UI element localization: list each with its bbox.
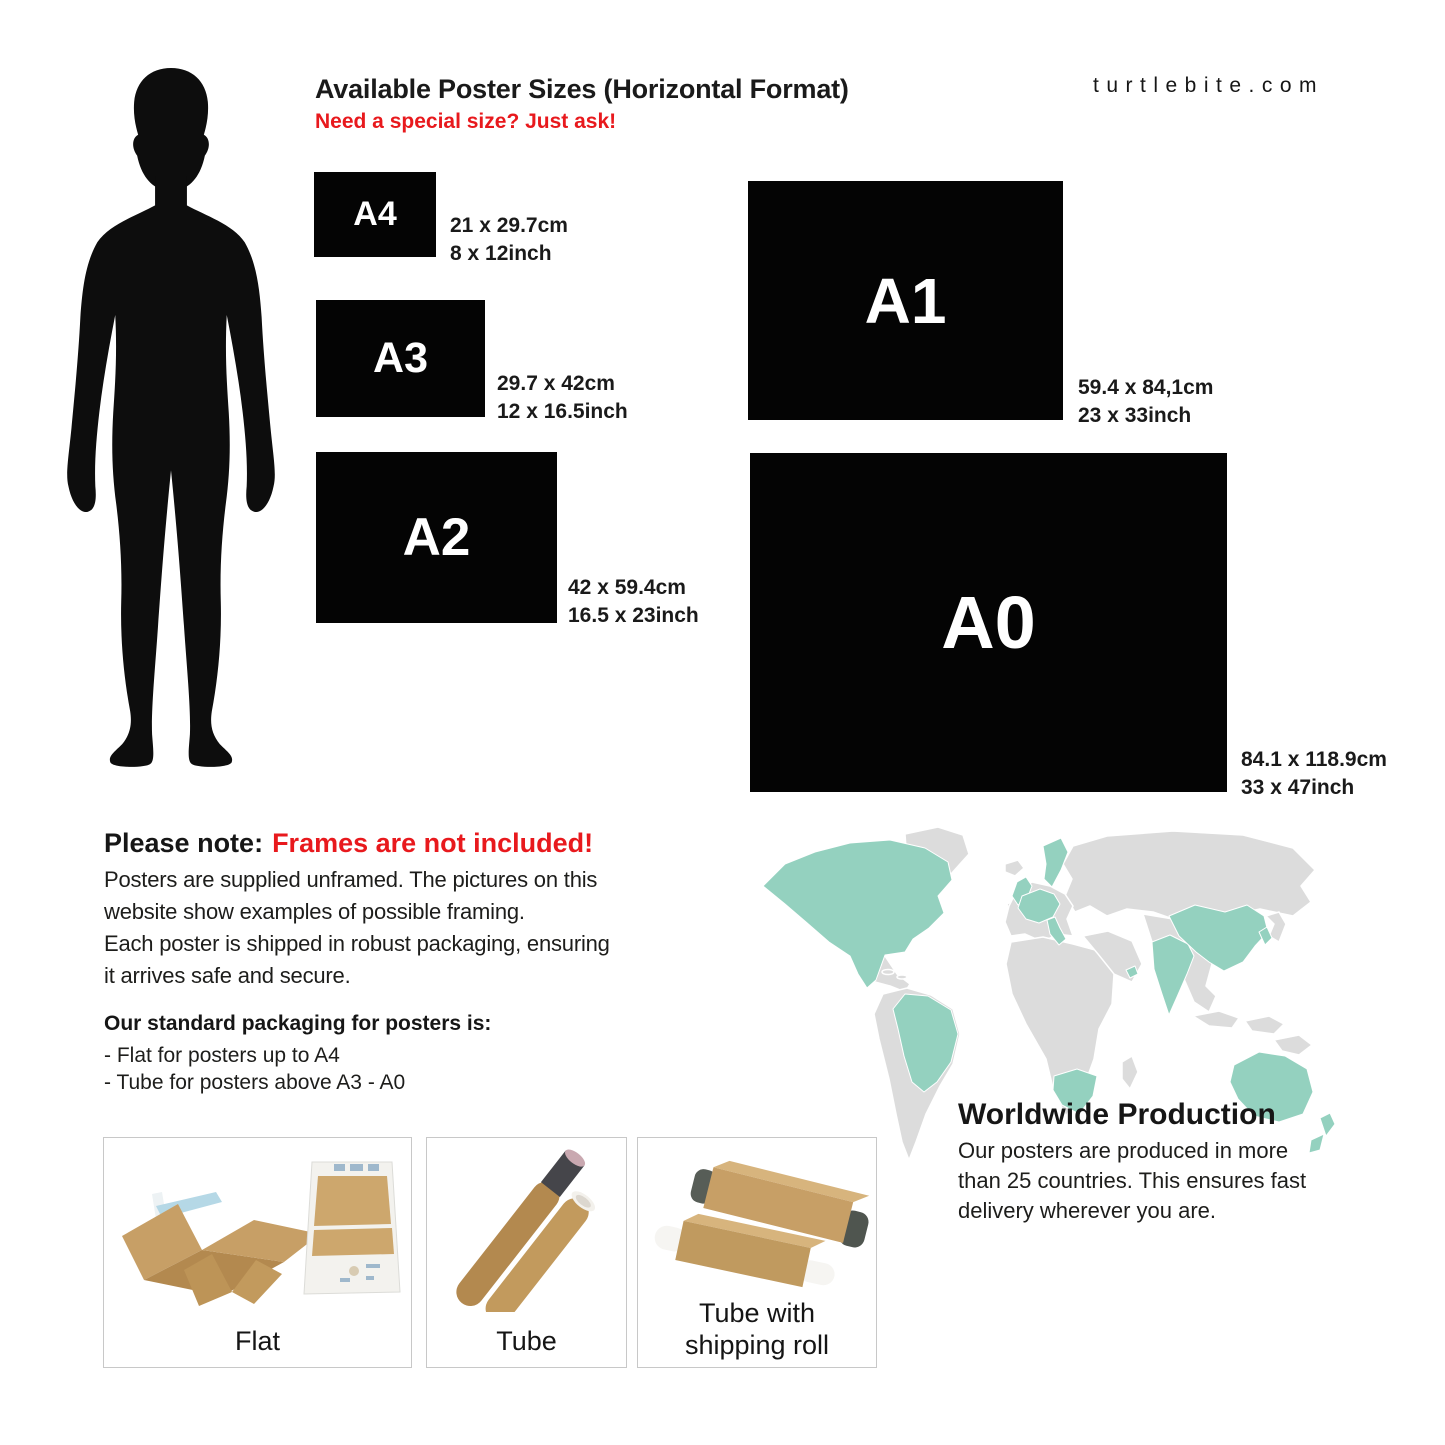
poster-size-box-a0 (750, 453, 1227, 792)
page-subtitle: Need a special size? Just ask! (315, 110, 617, 133)
shipping-option-label-tube-roll (638, 1297, 876, 1361)
poster-size-dimensions-a0 (1241, 746, 1387, 802)
dimension-inch: 8 x 12inch (450, 242, 552, 265)
shipping-option-tube-card (426, 1137, 627, 1368)
brand-logo: turtlebite.com (1093, 74, 1325, 97)
poster-size-label-a0: A0 (941, 581, 1036, 664)
label-line-1: Tube with (698, 1298, 816, 1328)
silhouette-head (133, 68, 209, 189)
note-line: it arrives safe and secure. (104, 963, 351, 988)
poster-size-dimensions-a1 (1078, 374, 1213, 430)
poster-size-dimensions-a4 (450, 212, 568, 268)
note-line: Posters are supplied unframed. The pictures on this (104, 867, 598, 892)
flat-wrap-open (122, 1192, 320, 1306)
production-line: than 25 countries. This ensures fast (958, 1168, 1307, 1193)
packaging-item: - Tube for posters above A3 - A0 (104, 1071, 406, 1094)
flat-packaging-image (104, 1144, 411, 1312)
poster-size-label-a4: A4 (353, 195, 397, 233)
note-paragraph (104, 864, 610, 992)
poster-size-box-a3 (316, 300, 485, 417)
poster-size-label-a3: A3 (373, 334, 428, 382)
note-heading-label: Please note: (104, 828, 264, 858)
dimension-inch: 16.5 x 23inch (568, 604, 699, 627)
dimension-cm: 21 x 29.7cm (450, 214, 568, 237)
tube-with-shipping-roll-image (638, 1144, 878, 1312)
dimension-cm: 59.4 x 84,1cm (1078, 376, 1214, 399)
dimension-inch: 23 x 33inch (1078, 404, 1192, 427)
production-line: delivery wherever you are. (958, 1198, 1217, 1223)
note-line: website show examples of possible framing. (104, 899, 525, 924)
dimension-cm: 42 x 59.4cm (568, 576, 686, 599)
dimension-cm: 29.7 x 42cm (497, 372, 615, 395)
packaging-item: - Flat for posters up to A4 (104, 1044, 340, 1067)
dimension-inch: 12 x 16.5inch (497, 400, 628, 423)
poster-size-dimensions-a3 (497, 370, 628, 426)
production-paragraph (958, 1136, 1306, 1226)
human-silhouette-figure (48, 64, 294, 781)
shipping-option-label-flat: Flat (234, 1326, 280, 1356)
poster-size-box-a2 (316, 452, 557, 623)
shipping-option-flat-card (103, 1137, 412, 1368)
production-line: Our posters are produced in more (958, 1138, 1289, 1163)
dimension-cm: 84.1 x 118.9cm (1241, 748, 1387, 771)
note-heading (104, 828, 593, 859)
shipping-option-label-tube: Tube (496, 1326, 557, 1356)
flat-mailer-folded (304, 1162, 400, 1294)
packaging-list (104, 1042, 405, 1096)
production-heading: Worldwide Production (958, 1098, 1276, 1131)
note-heading-warning: Frames are not included! (272, 828, 594, 858)
poster-size-label-a2: A2 (402, 508, 471, 567)
packaging-heading: Our standard packaging for posters is: (104, 1012, 492, 1035)
shipping-option-tube-roll-card (637, 1137, 877, 1368)
poster-size-box-a1 (748, 181, 1063, 420)
dimension-inch: 33 x 47inch (1241, 776, 1355, 799)
label-line-2: shipping roll (684, 1330, 830, 1360)
silhouette-body (67, 176, 275, 767)
page-title: Available Poster Sizes (Horizontal Format) (315, 74, 849, 104)
note-line: Each poster is shipped in robust packaging, ensuring (104, 931, 610, 956)
poster-size-label-a1: A1 (864, 264, 947, 337)
poster-size-dimensions-a2 (568, 574, 699, 630)
tube-packaging-image (427, 1144, 628, 1312)
poster-size-box-a4 (314, 172, 436, 257)
